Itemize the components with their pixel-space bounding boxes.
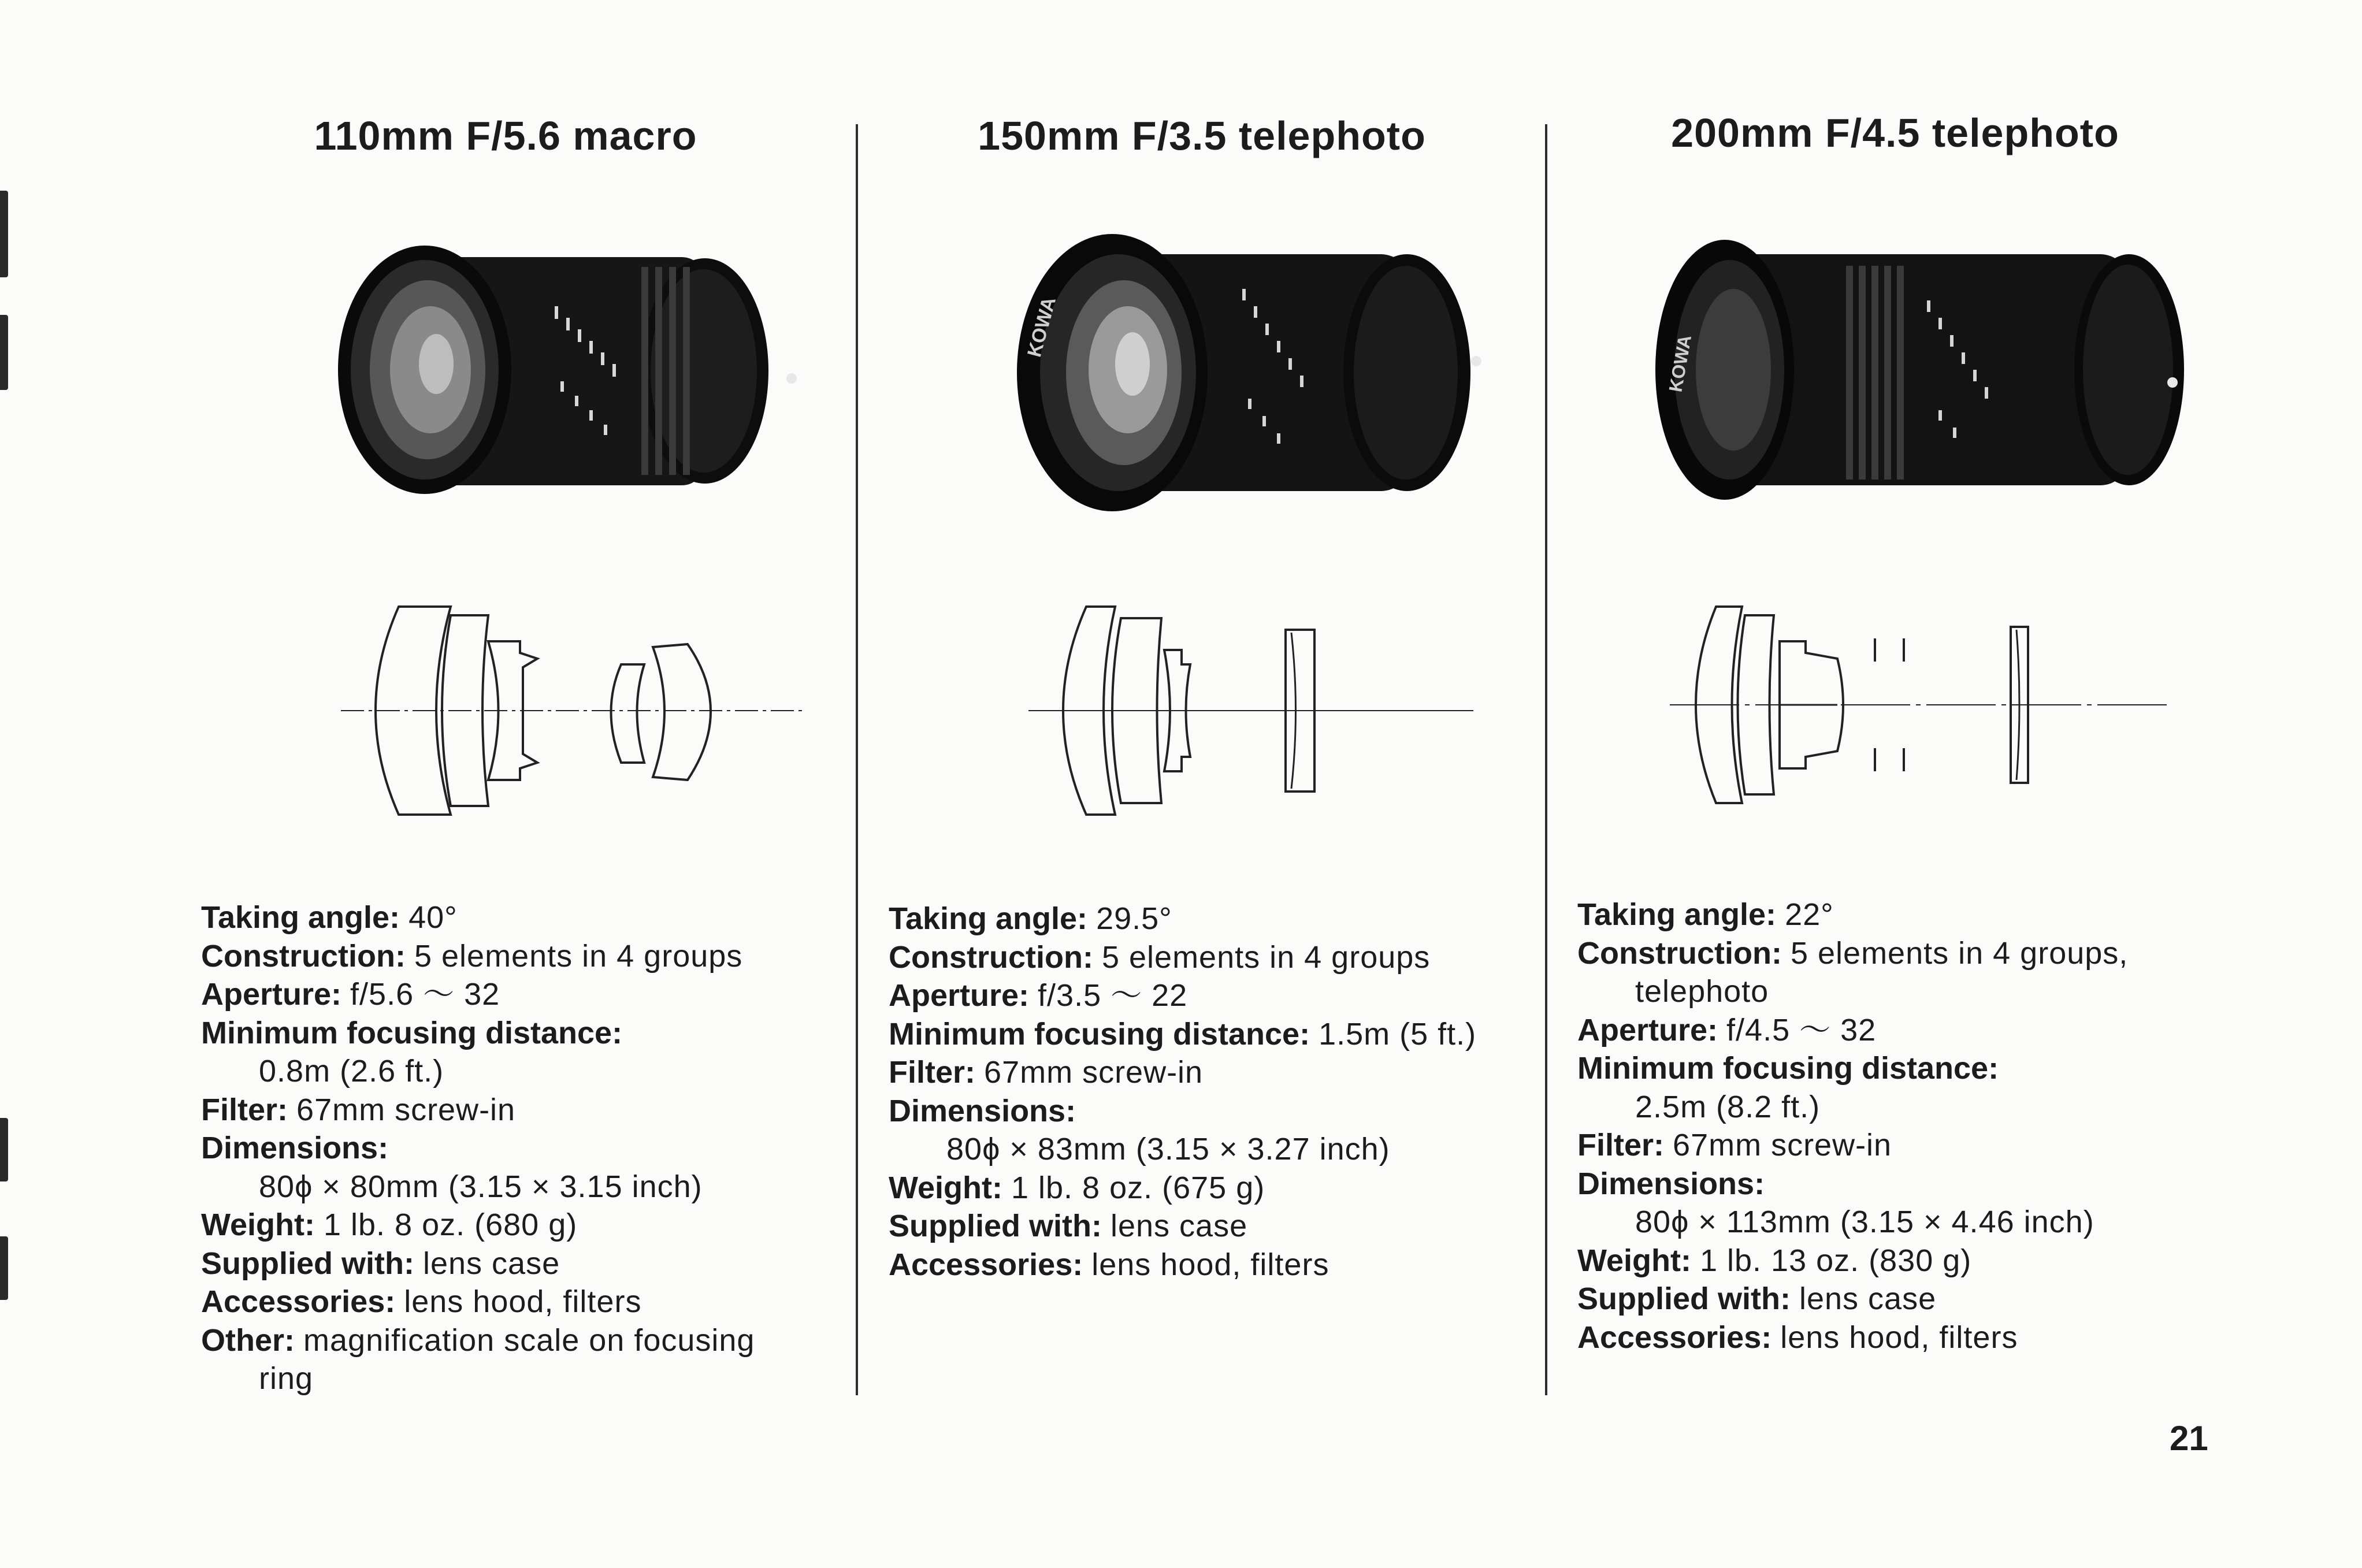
spec-min-focus-value: 0.8m (2.6 ft.) [259,1054,444,1088]
spec-aperture: Aperture: f/4.5 ～ 32 [1577,1012,1877,1047]
spec-list [1577,896,2128,1357]
column-divider [1545,124,1547,1395]
spec-list [201,898,755,1398]
lens-element-diagram [1664,595,2172,826]
spec-taking-angle: Taking angle: 29.5° [889,901,1172,936]
lens-photo-150mm [1000,225,1520,526]
spec-accessories: Accessories: lens hood, filters [1577,1320,2018,1355]
spec-filter: Filter: 67mm screw-in [201,1092,516,1127]
spec-min-focus-value: 2.5m (8.2 ft.) [1635,1089,1821,1124]
spec-construction-continued: telephoto [1635,974,1769,1009]
spec-construction: Construction: 5 elements in 4 groups, [1577,935,2129,971]
lens-photo-200mm [1650,231,2193,520]
spec-construction: Construction: 5 elements in 4 groups [889,939,1431,975]
spec-aperture: Aperture: f/3.5 ～ 22 [889,978,1188,1013]
binding-edge-mark [0,1236,8,1300]
lens-title: 110mm F/5.6 macro [314,113,697,158]
spec-weight: Weight: 1 lb. 8 oz. (675 g) [889,1170,1265,1205]
spec-weight: Weight: 1 lb. 8 oz. (680 g) [201,1207,578,1242]
spec-dimensions: Dimensions: [201,1131,389,1165]
spec-accessories: Accessories: lens hood, filters [889,1247,1329,1282]
binding-edge-mark [0,315,8,390]
page-number: 21 [2170,1419,2208,1458]
spec-supplied-with: Supplied with: lens case [889,1209,1248,1243]
spec-supplied-with: Supplied with: lens case [201,1246,560,1281]
lens-title: 200mm F/4.5 telephoto [1671,110,2119,155]
spec-accessories: Accessories: lens hood, filters [201,1284,642,1319]
brand-engraving: KOWA [1023,295,1061,360]
spec-min-focus: Minimum focusing distance: [1577,1051,1999,1086]
binding-edge-mark [0,1118,8,1181]
spec-dimensions-value: 80ϕ × 80mm (3.15 × 3.15 inch) [259,1169,703,1204]
spec-construction: Construction: 5 elements in 4 groups [201,938,743,974]
binding-edge-mark [0,191,8,277]
spec-taking-angle: Taking angle: 40° [201,900,458,935]
lens-title: 150mm F/3.5 telephoto [978,113,1426,158]
spec-other-continued: ring [259,1361,314,1396]
spec-other: Other: magnification scale on focusing [201,1322,755,1358]
spec-taking-angle: Taking angle: 22° [1577,897,1834,932]
spec-dimensions-value: 80ϕ × 113mm (3.15 × 4.46 inch) [1635,1205,2094,1239]
spec-min-focus: Minimum focusing distance: [201,1015,623,1050]
spec-weight: Weight: 1 lb. 13 oz. (830 g) [1577,1243,1972,1278]
spec-dimensions: Dimensions: [889,1093,1076,1128]
column-divider [856,124,858,1395]
spec-list [889,900,1476,1284]
lens-photo-110mm [318,231,838,520]
lens-element-diagram [1023,595,1485,838]
spec-supplied-with: Supplied with: lens case [1577,1281,1937,1316]
spec-filter: Filter: 67mm screw-in [1577,1128,1892,1162]
spec-dimensions: Dimensions: [1577,1166,1765,1201]
spec-dimensions-value: 80ϕ × 83mm (3.15 × 3.27 inch) [946,1132,1390,1166]
lens-element-diagram [329,589,820,832]
brand-engraving: KOWA [1665,333,1696,394]
spec-min-focus: Minimum focusing distance: 1.5m (5 ft.) [889,1016,1477,1051]
spec-aperture: Aperture: f/5.6 ～ 32 [201,977,500,1012]
spec-filter: Filter: 67mm screw-in [889,1055,1204,1090]
